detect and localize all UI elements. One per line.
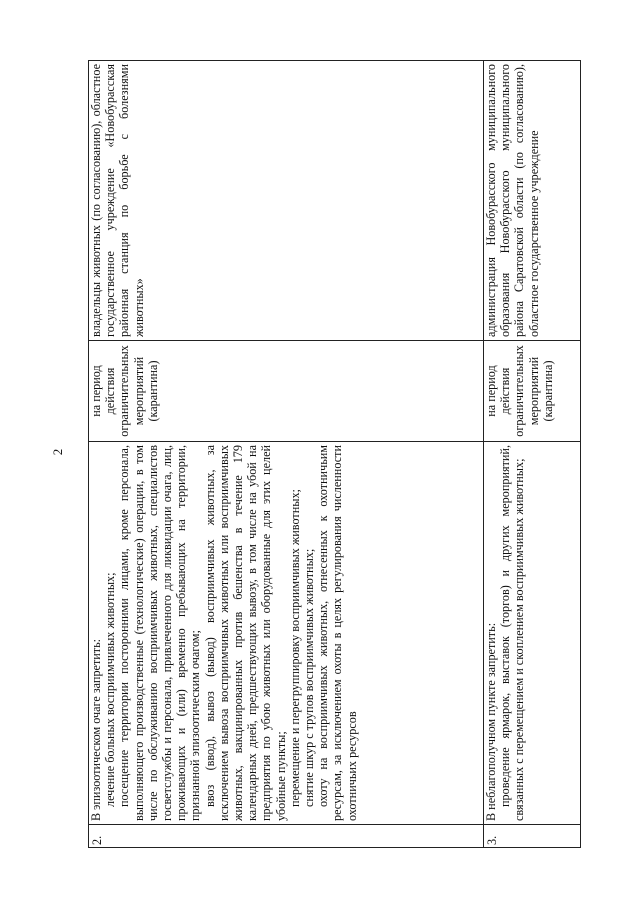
period-line: действия	[103, 367, 118, 415]
period-line: мероприятий	[526, 356, 541, 426]
period-cell	[484, 341, 581, 442]
period-line: ограничительных	[117, 345, 132, 437]
measure-heading: В эпизоотическом очаге запретить:	[89, 638, 103, 821]
measures-cell	[484, 442, 581, 825]
period-line: (карантина)	[145, 360, 160, 422]
measure-item: перемещение и перегруппировку восприимчивых животных;	[287, 489, 302, 807]
document-sheet	[88, 60, 612, 848]
period-line: мероприятий	[131, 356, 146, 426]
measure-item: охоту на восприимчивых животных, отнесенных к охотничьим ресурсам, за исключением охоты в целях регулирования численности охотничьих ресурсов	[316, 445, 359, 821]
rotated-table-container	[88, 60, 612, 848]
table-row	[484, 61, 581, 848]
measure-item: посещение территории посторонними лицами, кроме персонала, выполняющего производственные (технологические) операции, в том числе по обслуживанию восприимчивых животных, специалистов госветслужбы и персонала, привлеченного для ликвидации очага, лиц, проживающих и (или) временно пребывающих на территории, признанной эпизоотическим очагом;	[117, 445, 203, 821]
responsible-cell: администрация Новобурасского муниципального образования Новобурасского муниципального района Саратовской области (по согласованию), областное государственное учреждение	[484, 61, 581, 341]
period-line: на период	[89, 365, 103, 417]
responsible-cell: владельцы животных (по согласованию), областное государственное учреждение «Новобурасская районная станция по борьбе с болезнями животных»	[89, 61, 484, 341]
page-number: 2	[50, 448, 65, 456]
period-line: (карантина)	[540, 360, 555, 422]
measure-item: проведение ярмарок, выставок (торгов) и других мероприятий, связанных с перемещением и скоплением восприимчивых животных;	[498, 445, 527, 821]
measure-item: лечение больных восприимчивых животных;	[103, 572, 118, 807]
period-line: действия	[498, 367, 513, 415]
measure-item: снятие шкур с трупов восприимчивых животных;	[302, 548, 317, 807]
measures-cell	[89, 442, 484, 825]
row-number: 3.	[484, 825, 581, 848]
period-cell	[89, 341, 484, 442]
measure-item: ввоз (ввод), вывоз (вывод) восприимчивых животных, за исключением вывоза восприимчивых животных или восприимчивых животных, вакцинированных против бешенства в течение 179 календарных дней, предшествующих вывозу, в том числе на убой на предприятия по убою животных или оборудованные для этих целей убойные пункты;	[202, 445, 288, 821]
measures-table	[88, 60, 581, 848]
table-row	[89, 61, 484, 848]
period-line: на период	[484, 365, 498, 417]
row-number: 2.	[89, 825, 484, 848]
measure-heading: В неблагополучном пункте запретить:	[484, 622, 498, 821]
period-line: ограничительных	[512, 345, 527, 437]
